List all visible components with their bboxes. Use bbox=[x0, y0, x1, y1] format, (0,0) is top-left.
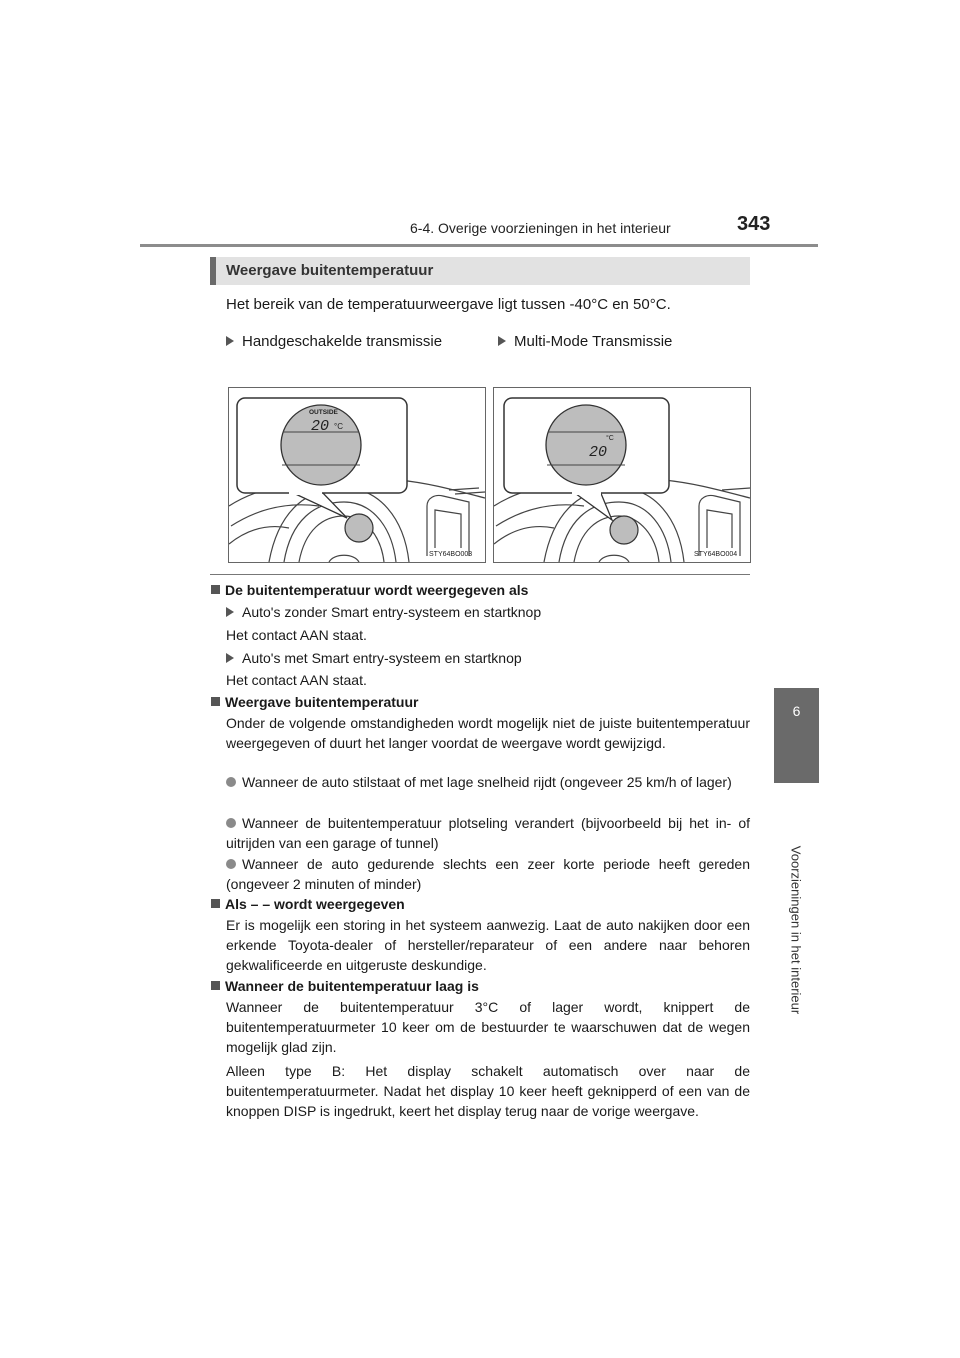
heading-low-temperature bbox=[211, 976, 479, 996]
chapter-tab-label-text: Voorzieningen in het interieur bbox=[788, 845, 804, 1015]
heading-text: Wanneer de buitentemperatuur laag is bbox=[225, 978, 479, 994]
section-title-bar bbox=[210, 257, 750, 285]
square-bullet-icon bbox=[211, 697, 220, 706]
sub-item-text: Het contact AAN staat. bbox=[226, 672, 367, 688]
heading-text: Als – – wordt weergegeven bbox=[225, 896, 405, 912]
heading-shown-when bbox=[211, 580, 528, 600]
sub-item-label: Auto's zonder Smart entry-systeem en startknop bbox=[242, 604, 542, 620]
bullet-text: Wanneer de buitentemperatuur plotseling verandert (bijvoorbeeld bij het in- of uitrijden van een garage of tunnel) bbox=[226, 815, 750, 851]
temperature-unit: °C bbox=[334, 422, 343, 431]
chapter-tab: 6 bbox=[774, 688, 819, 783]
sub-item-without-smart-entry bbox=[226, 602, 541, 622]
bullet-item bbox=[226, 813, 750, 853]
bullet-text: Wanneer de auto stilstaat of met lage snelheid rijdt (ongeveer 25 km/h of lager) bbox=[242, 774, 732, 790]
bullet-text: Wanneer de auto gedurende slechts een zeer korte periode heeft gereden (ongeveer 2 minuten of minder) bbox=[226, 856, 750, 892]
heading-text: Weergave buitentemperatuur bbox=[225, 694, 419, 710]
option-label: Handgeschakelde transmissie bbox=[242, 333, 443, 350]
page-number: 343 bbox=[737, 213, 771, 235]
section-title: Weergave buitentemperatuur bbox=[226, 262, 434, 279]
temperature-value: 20 bbox=[589, 444, 608, 461]
sub-item-with-smart-entry bbox=[226, 648, 522, 668]
intro-text: Het bereik van de temperatuurweergave ligt tussen -40°C en 50°C. bbox=[226, 296, 671, 313]
square-bullet-icon bbox=[211, 981, 220, 990]
title-accent bbox=[210, 257, 216, 285]
dash-paragraph: Er is mogelijk een storing in het systeem aanwezig. Laat de auto nakijken door een erkende Toyota-dealer of hersteller/reparateur of een andere naar behoren gekwalificeerde en uitgeruste deskundige. bbox=[226, 917, 750, 973]
heading-text: De buitentemperatuur wordt weergegeven als bbox=[225, 582, 529, 598]
sub-item-label: Auto's met Smart entry-systeem en startknop bbox=[242, 650, 522, 666]
bullet-item bbox=[226, 772, 750, 792]
temperature-unit: °C bbox=[606, 435, 614, 442]
option-manual bbox=[226, 333, 442, 350]
display-paragraph: Onder de volgende omstandigheden wordt mogelijk niet de juiste buitentemperatuur weergegeven of duurt het langer voordat de weergave wordt gewijzigd. bbox=[226, 715, 750, 751]
chapter-tab-label bbox=[786, 810, 806, 1050]
heading-display bbox=[211, 692, 418, 712]
square-bullet-icon bbox=[211, 899, 220, 908]
bullet-item bbox=[226, 854, 750, 894]
low-paragraph-2: Alleen type B: Het display schakelt automatisch over naar de buitentemperatuurmeter. Nadat het display 10 keer heeft geknipperd of een van de knoppen DISP is ingedrukt, keert het display terug naar de vorige weergave. bbox=[226, 1063, 750, 1119]
heading-dash bbox=[211, 894, 405, 914]
figure-code: STY64BO003 bbox=[429, 551, 473, 558]
section-divider bbox=[210, 574, 750, 575]
header-divider bbox=[140, 244, 818, 247]
bullet-dot-icon bbox=[226, 818, 236, 828]
sub-item-text: Het contact AAN staat. bbox=[226, 627, 367, 643]
figure-manual-transmission bbox=[228, 387, 486, 563]
option-multi-mode bbox=[498, 333, 672, 350]
section-header: 6-4. Overige voorzieningen in het interieur bbox=[410, 220, 671, 236]
option-label: Multi-Mode Transmissie bbox=[514, 333, 673, 350]
low-paragraph-1: Wanneer de buitentemperatuur 3°C of lager wordt, knippert de buitentemperatuurmeter 10 keer om de bestuurder te waarschuwen dat de wegen mogelijk glad zijn. bbox=[226, 999, 750, 1055]
triangle-bullet-icon bbox=[226, 336, 234, 346]
temperature-value: 20 bbox=[311, 418, 330, 435]
triangle-bullet-icon bbox=[226, 653, 234, 663]
triangle-bullet-icon bbox=[498, 336, 506, 346]
triangle-bullet-icon bbox=[226, 607, 234, 617]
dashboard-illustration-1 bbox=[229, 388, 485, 562]
figure-code: STY64BO004 bbox=[694, 551, 738, 558]
bullet-dot-icon bbox=[226, 777, 236, 787]
dashboard-illustration-2 bbox=[494, 388, 750, 562]
outside-label: OUTSIDE bbox=[309, 409, 338, 416]
bullet-dot-icon bbox=[226, 859, 236, 869]
figure-multi-mode-transmission bbox=[493, 387, 751, 563]
square-bullet-icon bbox=[211, 585, 220, 594]
